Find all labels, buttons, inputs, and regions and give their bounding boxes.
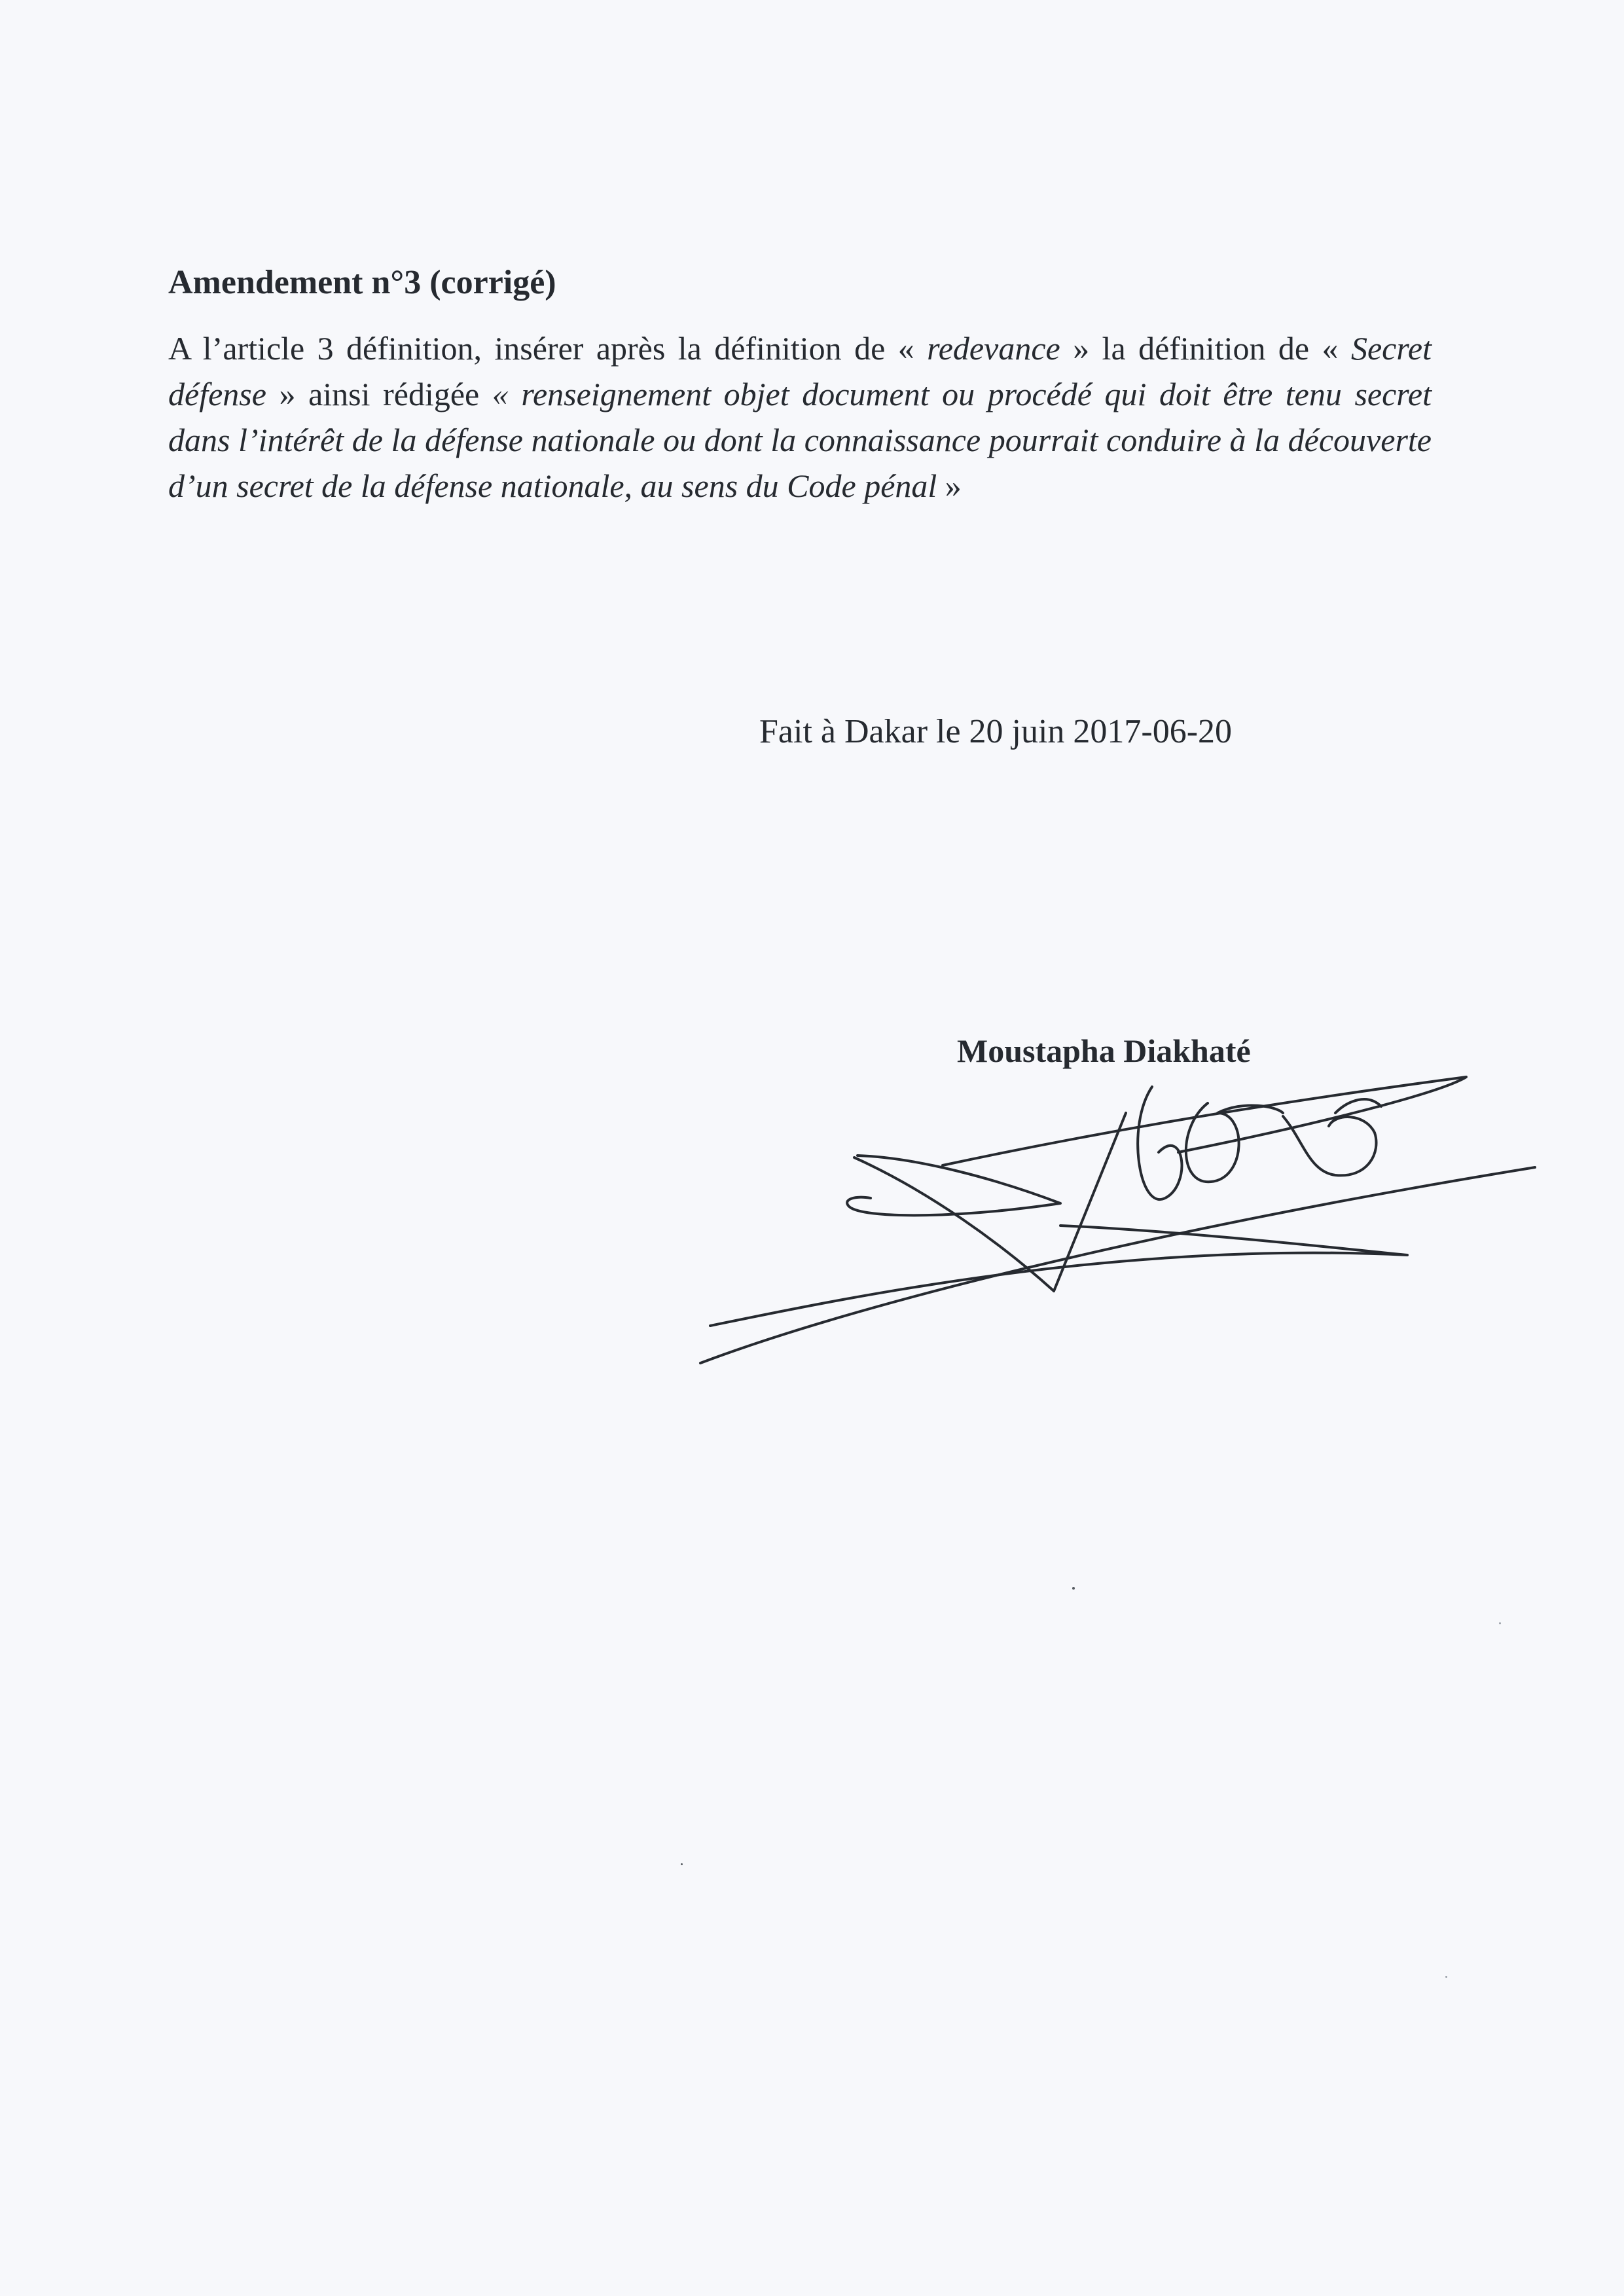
paragraph-text-4: »: [945, 467, 962, 504]
handwritten-signature: [694, 1061, 1558, 1368]
paragraph-text-2: » la définition de «: [1060, 330, 1351, 367]
paragraph-text-1: A l’article 3 définition, insérer après la définition de «: [168, 330, 928, 367]
signatory-name: Moustapha Diakhaté: [957, 1032, 1251, 1069]
definition-quote: « renseignement objet document ou procédé qui doit être tenu secret dans l’intérêt de la défense nationale ou dont la connaissance pourrait conduire à la découverte d’un secret de la défense nationale, au sens du Code pénal: [168, 376, 1432, 504]
scan-speck: [681, 1863, 683, 1865]
signature-loop-3: [1283, 1116, 1377, 1175]
signature-upper-stroke: [943, 1077, 1466, 1165]
scan-speck: [1445, 1976, 1447, 1978]
amendment-paragraph: [168, 325, 1432, 509]
term-redevance: redevance: [927, 330, 1060, 367]
signature-underline-lower: [700, 1167, 1535, 1363]
paragraph-text-3: » ainsi rédigée: [266, 376, 492, 412]
signature-loop-2: [1186, 1103, 1283, 1182]
place-date-line: Fait à Dakar le 20 juin 2017-06-20: [759, 713, 1233, 750]
signature-loop-1: [1138, 1087, 1182, 1199]
scan-speck: [1499, 1622, 1501, 1624]
scan-speck: [1072, 1587, 1075, 1590]
amendment-title: Amendement n°3 (corrigé): [168, 264, 556, 301]
term-secret-defense: Secret défense: [168, 330, 1432, 412]
signature-left-flourish: [847, 1156, 1060, 1215]
